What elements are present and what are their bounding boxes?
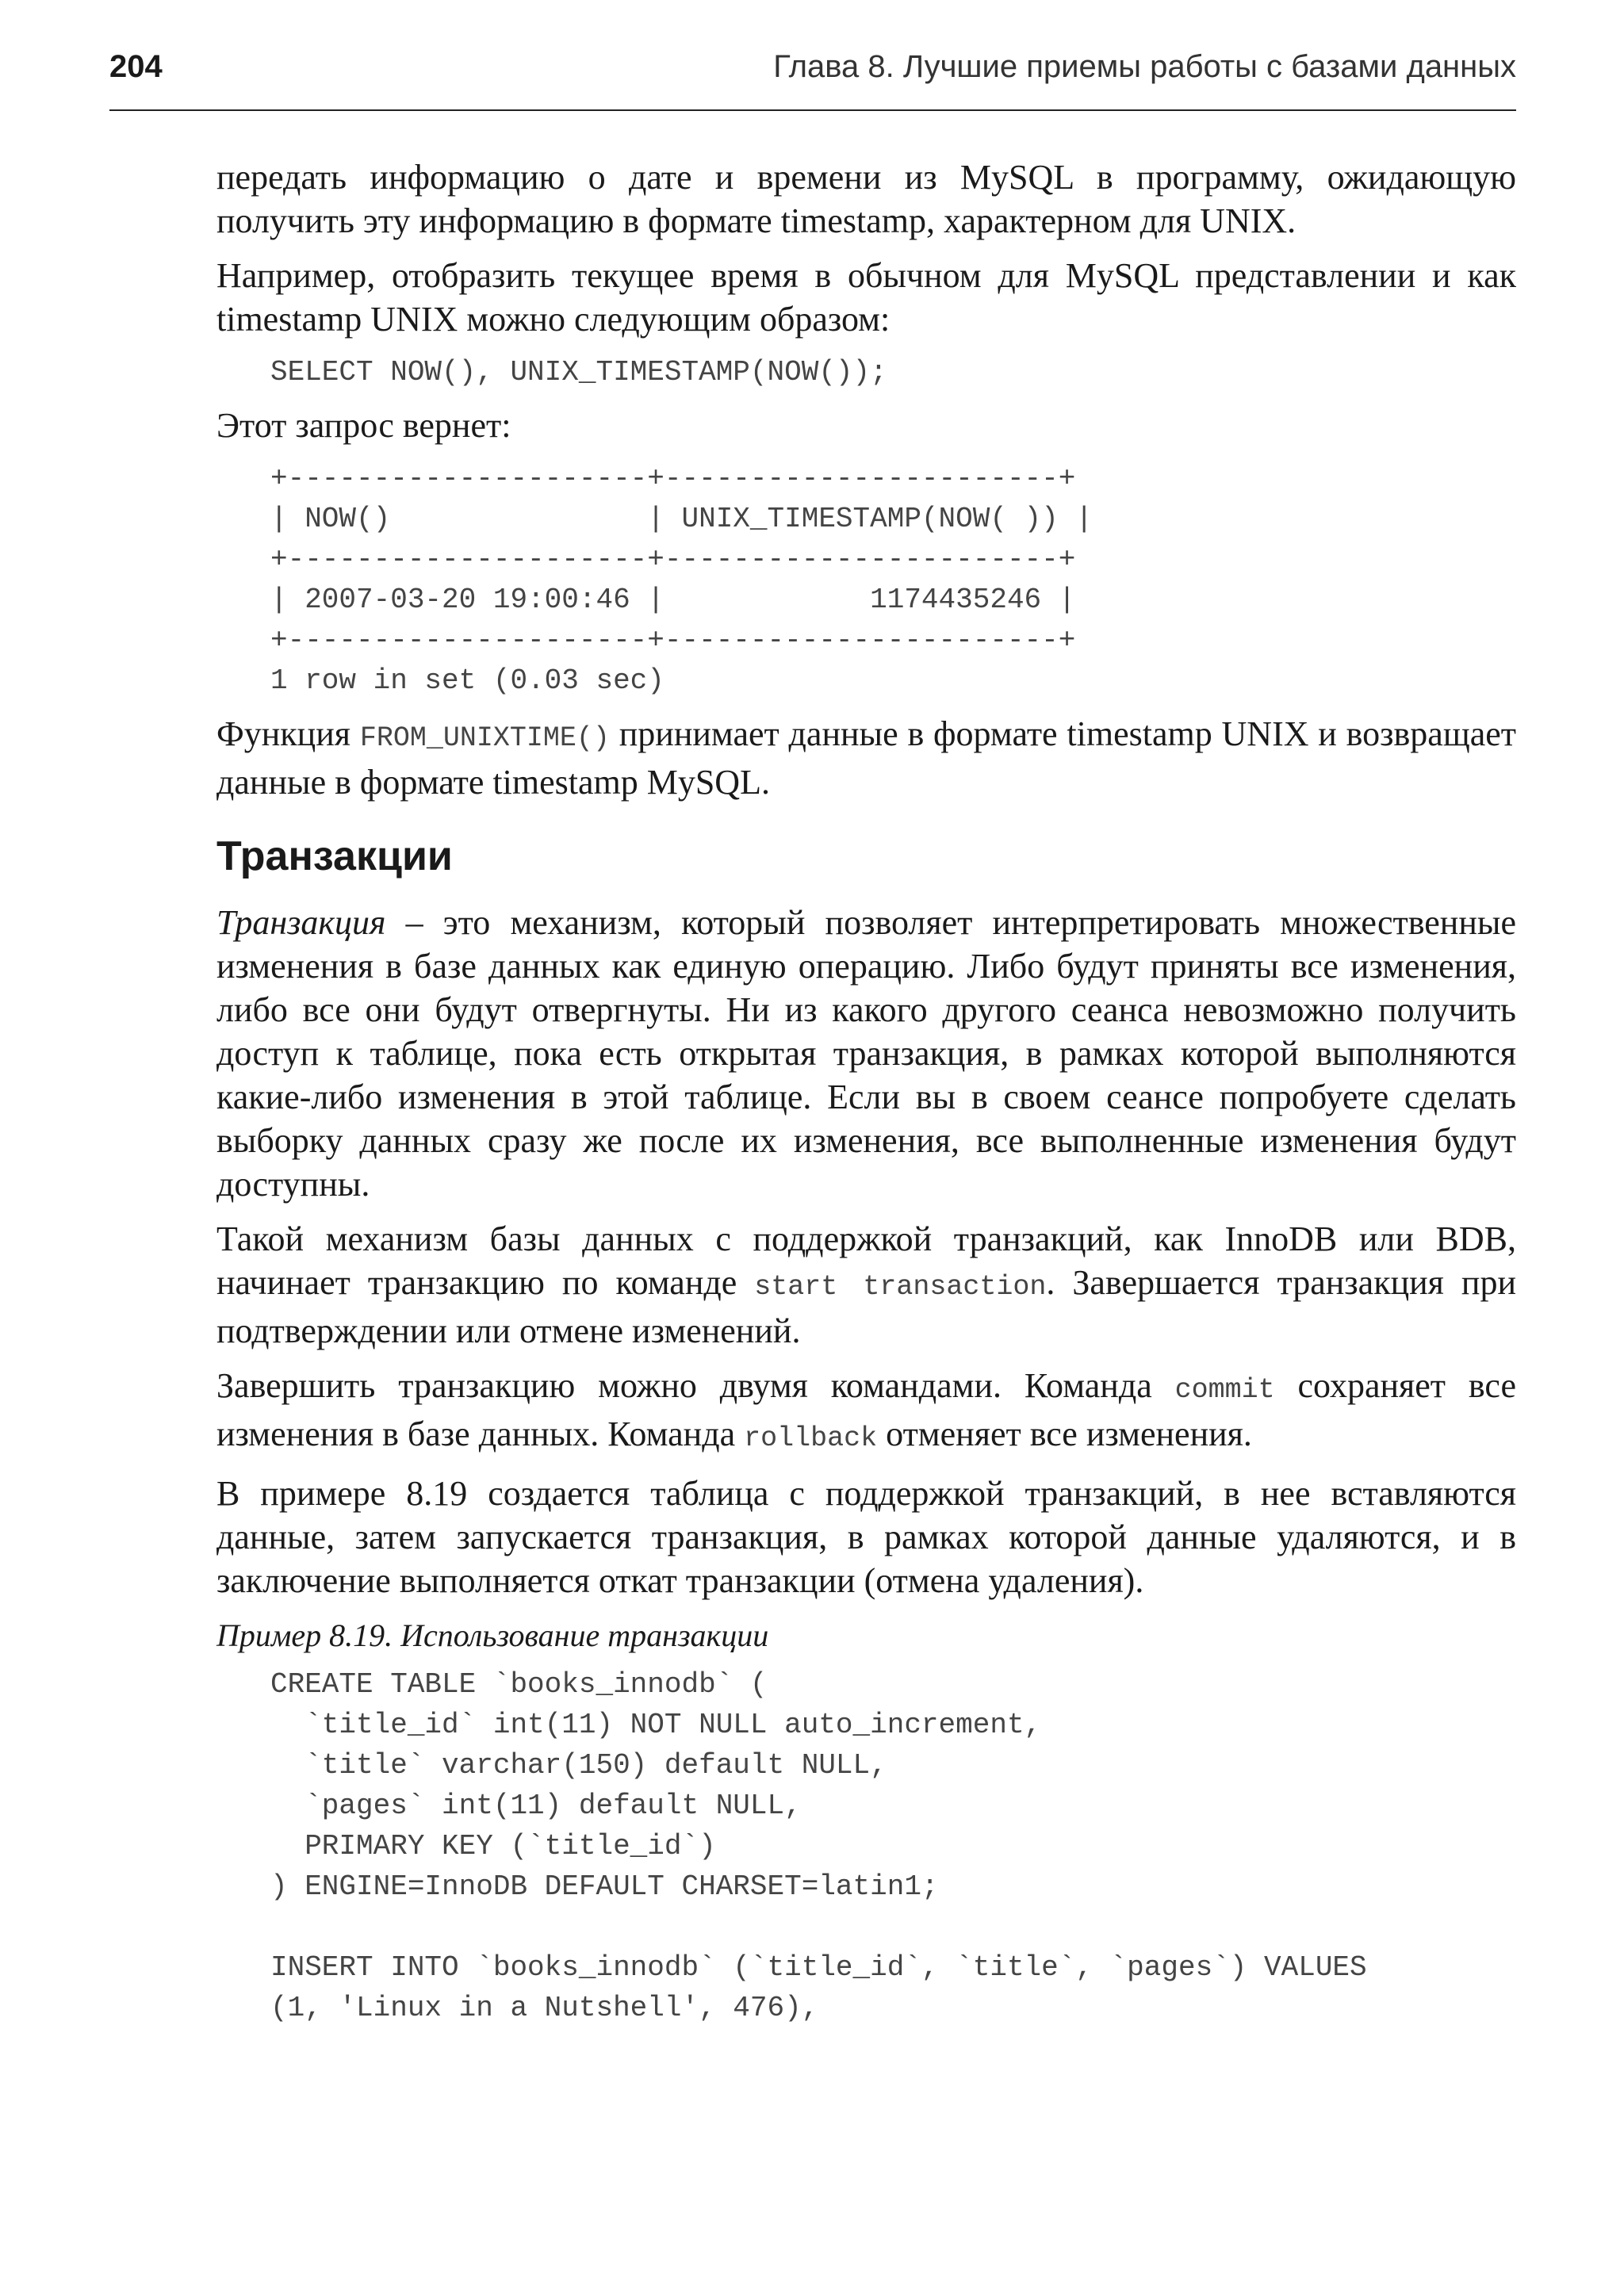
paragraph-example-intro: В примере 8.19 создается таблица с поддержкой транзакций, в нее вставляются данные, затем запускается транзакция, в рамках которой данные удаляются, и в заключение выполняется откат транзакции (отмена удаления). (216, 1474, 1516, 1600)
paragraph-from-unixtime (216, 712, 1516, 804)
paragraph-now-example: Например, отобразить текущее время в обычном для MySQL представлении и как timestamp UNIX можно следующим образом: (216, 256, 1516, 339)
paragraph-date-transfer: передать информацию о дате и времени из MySQL в программу, ожидающую получить эту информацию в формате timestamp, характерном для UNIX. (216, 158, 1516, 240)
paragraph-start-transaction (216, 1217, 1516, 1353)
text-segment: . Завершается транзакция при подтверждении или отмене изменений. (216, 1263, 1516, 1350)
code-select-now: SELECT NOW(), UNIX_TIMESTAMP(NOW()); (270, 356, 887, 389)
example-caption: Пример 8.19. Использование транзакции (216, 1617, 769, 1653)
text-segment: Такой механизм базы данных с поддержкой транзакций, как InnoDB или BDB, начинает транзакцию по команде (216, 1219, 1516, 1302)
section-heading-transactions: Транзакции (216, 833, 453, 879)
code-example-8-19: CREATE TABLE `books_innodb` ( `title_id` int(11) NOT NULL auto_increment, `title` varchar(150) default NULL, `pages` int(11) default NULL, PRIMARY KEY (`title_id`) ) ENGINE=InnoDB DEFAULT CHARSET=latin1; INSERT INTO `books_innodb` (`title_id`, `title`, `pages`) VALUES (1, 'Linux in a Nutshell', 476), (270, 1668, 1367, 2024)
inline-code-commit: commit (1174, 1374, 1275, 1406)
inline-code-start-transaction: start transaction (754, 1271, 1047, 1303)
page-header (109, 46, 1516, 111)
text-segment: принимает данные в формате timestamp UNIX и возвращает данные в формате timestamp MySQL. (216, 714, 1516, 802)
paragraph-commit-rollback (216, 1364, 1516, 1460)
page-number: 204 (109, 49, 163, 84)
code-query-result-table: +---------------------+-----------------------+ | NOW() | UNIX_TIMESTAMP(NOW( )) | +---------------------+-----------------------+ | 2007-03-20 19:00:46 | 1174435246 | +---------------------+-----------------------+ 1 row in set (0.03 sec) (270, 462, 1093, 697)
text-segment: Функция (216, 714, 360, 753)
inline-code-from-unixtime: FROM_UNIXTIME() (359, 722, 610, 754)
paragraph-query-returns: Этот запрос вернет: (216, 406, 511, 445)
text-segment: сохраняет все изменения в базе данных. Команда (216, 1366, 1517, 1453)
page-body (216, 155, 1516, 2039)
text-segment: – это механизм, который позволяет интерпретировать множественные изменения в базе данных как единую операцию. Либо будут приняты все изменения, либо все они будут отвергнуты. Ни из какого другого сеанса невозможно получить доступ к таблице, пока есть открытая транзакция, в рамках которой выполняются какие-либо изменения в этой таблице. Если вы в своем сеансе попробуете сделать выборку данных сразу же после их изменения, все выполненные изменения будут доступны. (216, 903, 1516, 1204)
inline-code-rollback: rollback (744, 1422, 878, 1454)
chapter-title: Глава 8. Лучшие приемы работы с базами данных (773, 49, 1516, 84)
term-transaction: Транзакция (216, 903, 386, 942)
text-segment: Завершить транзакцию можно двумя командами. Команда (216, 1366, 1175, 1405)
paragraph-transaction-definition (216, 901, 1516, 1206)
text-segment: отменяет все изменения. (877, 1415, 1252, 1453)
